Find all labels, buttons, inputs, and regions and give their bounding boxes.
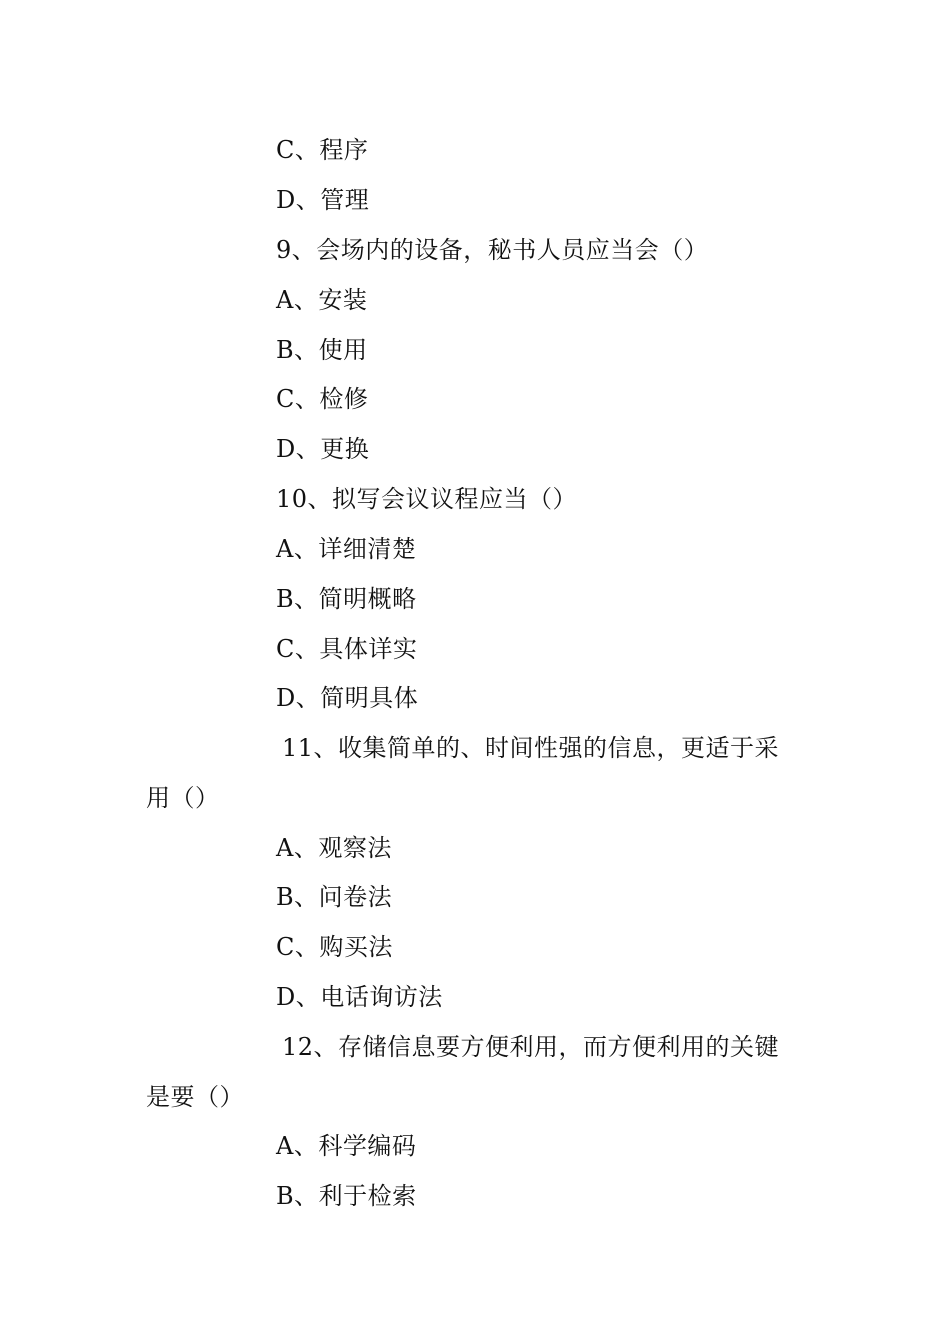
q10-option-c: C、具体详实 (276, 635, 418, 663)
question-11-cont: 用（） (146, 784, 220, 812)
question-11: 11、收集简单的、时间性强的信息，更适于采 (282, 734, 780, 762)
q9-option-b: B、使用 (276, 336, 368, 364)
q10-option-b: B、简明概略 (276, 585, 417, 613)
q12-option-b: B、利于检索 (276, 1182, 417, 1210)
q9-option-d: D、更换 (276, 435, 370, 463)
q11-option-a: A、观察法 (276, 834, 392, 862)
q9-option-c: C、检修 (276, 385, 369, 413)
question-12: 12、存储信息要方便利用，而方便利用的关键 (282, 1033, 780, 1061)
question-10: 10、拟写会议议程应当（） (276, 485, 578, 513)
q11-option-d: D、电话询访法 (276, 983, 443, 1011)
q12-option-a: A、科学编码 (276, 1132, 417, 1160)
q10-option-a: A、详细清楚 (276, 535, 417, 563)
question-9: 9、会场内的设备，秘书人员应当会（） (276, 236, 709, 264)
q10-option-d: D、简明具体 (276, 684, 419, 712)
q9-option-a: A、安装 (276, 286, 368, 314)
q8-option-c: C、程序 (276, 136, 369, 164)
question-12-cont: 是要（） (146, 1083, 244, 1111)
q8-option-d: D、管理 (276, 186, 370, 214)
q11-option-c: C、购买法 (276, 933, 393, 961)
q11-option-b: B、问卷法 (276, 883, 393, 911)
